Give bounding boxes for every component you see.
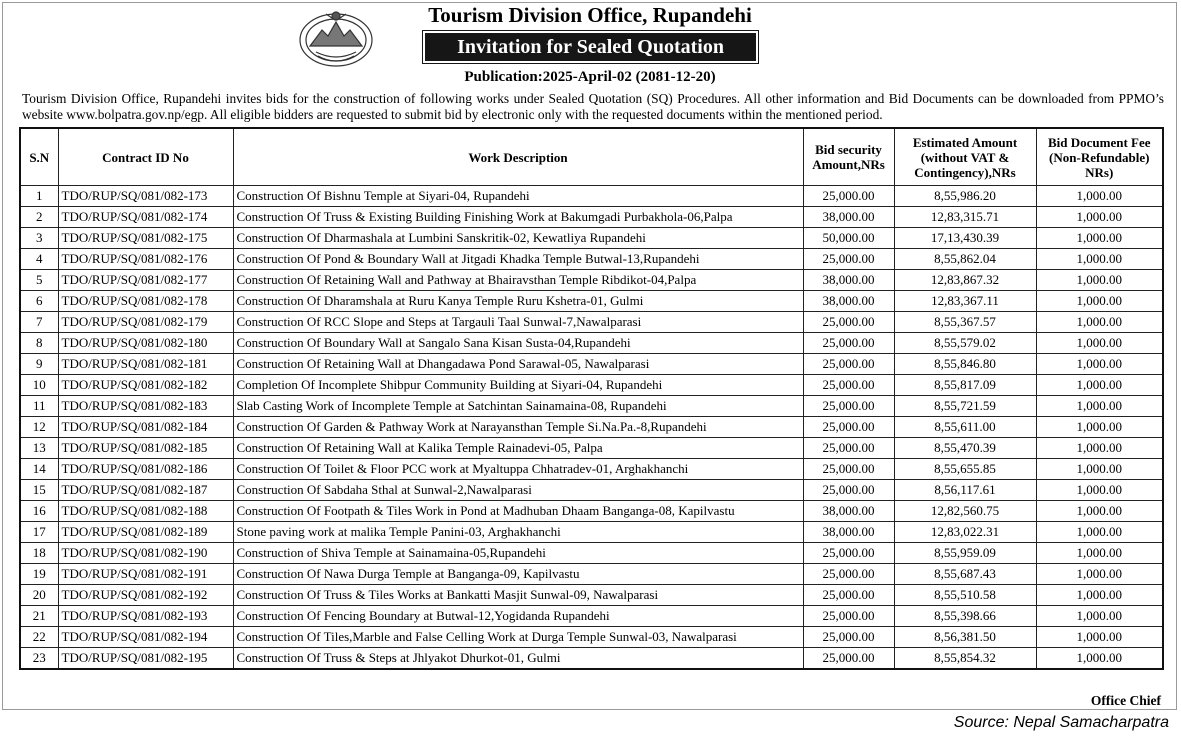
cell-work-description: Construction Of Tiles,Marble and False Celling Work at Durga Temple Sunwal-03, Nawalparasi [233, 627, 803, 648]
cell-contract-id: TDO/RUP/SQ/081/082-189 [58, 522, 233, 543]
col-header-estimated-amount: Estimated Amount (without VAT & Contingency),NRs [894, 128, 1036, 186]
cell-work-description: Construction Of Nawa Durga Temple at Banganga-09, Kapilvastu [233, 564, 803, 585]
table-row [20, 270, 1163, 291]
cell-sn: 5 [20, 270, 58, 291]
cell-bid-security: 38,000.00 [803, 501, 894, 522]
cell-bid-security: 25,000.00 [803, 396, 894, 417]
cell-bid-security: 38,000.00 [803, 270, 894, 291]
cell-work-description: Slab Casting Work of Incomplete Temple at Satchintan Sainamaina-08, Rupandehi [233, 396, 803, 417]
cell-estimated-amount: 8,55,986.20 [894, 186, 1036, 207]
cell-document-fee: 1,000.00 [1036, 606, 1163, 627]
cell-sn: 17 [20, 522, 58, 543]
cell-contract-id: TDO/RUP/SQ/081/082-186 [58, 459, 233, 480]
cell-contract-id: TDO/RUP/SQ/081/082-183 [58, 396, 233, 417]
cell-contract-id: TDO/RUP/SQ/081/082-174 [58, 207, 233, 228]
table-row [20, 564, 1163, 585]
table-row [20, 522, 1163, 543]
table-row [20, 648, 1163, 670]
cell-contract-id: TDO/RUP/SQ/081/082-190 [58, 543, 233, 564]
cell-bid-security: 50,000.00 [803, 228, 894, 249]
intro-paragraph: Tourism Division Office, Rupandehi invites bids for the construction of following works under Sealed Quotation (SQ) Procedures. All other information and Bid Documents can be downloaded from PPMO’s website www.bolpatra.gov.np/egp. All eligible bidders are requested to submit bid by electronic only with the requested documents within the mentioned period. [22, 91, 1164, 122]
cell-estimated-amount: 8,55,862.04 [894, 249, 1036, 270]
notice-title-banner: Invitation for Sealed Quotation [423, 31, 758, 63]
cell-sn: 2 [20, 207, 58, 228]
cell-work-description: Construction Of Retaining Wall at Dhangadawa Pond Sarawal-05, Nawalparasi [233, 354, 803, 375]
table-row [20, 438, 1163, 459]
table-row [20, 606, 1163, 627]
cell-contract-id: TDO/RUP/SQ/081/082-178 [58, 291, 233, 312]
cell-work-description: Construction Of RCC Slope and Steps at Targauli Taal Sunwal-7,Nawalparasi [233, 312, 803, 333]
cell-document-fee: 1,000.00 [1036, 501, 1163, 522]
cell-contract-id: TDO/RUP/SQ/081/082-195 [58, 648, 233, 670]
cell-estimated-amount: 12,83,315.71 [894, 207, 1036, 228]
cell-estimated-amount: 8,55,959.09 [894, 543, 1036, 564]
cell-bid-security: 25,000.00 [803, 312, 894, 333]
cell-estimated-amount: 12,83,367.11 [894, 291, 1036, 312]
cell-bid-security: 25,000.00 [803, 585, 894, 606]
cell-contract-id: TDO/RUP/SQ/081/082-192 [58, 585, 233, 606]
cell-work-description: Construction Of Sabdaha Sthal at Sunwal-2,Nawalparasi [233, 480, 803, 501]
table-row [20, 354, 1163, 375]
cell-bid-security: 25,000.00 [803, 186, 894, 207]
cell-sn: 4 [20, 249, 58, 270]
cell-sn: 15 [20, 480, 58, 501]
table-row [20, 228, 1163, 249]
table-row [20, 627, 1163, 648]
cell-estimated-amount: 8,55,854.32 [894, 648, 1036, 670]
cell-work-description: Construction Of Garden & Pathway Work at Narayansthan Temple Si.Na.Pa.-8,Rupandehi [233, 417, 803, 438]
cell-bid-security: 25,000.00 [803, 438, 894, 459]
cell-estimated-amount: 8,55,510.58 [894, 585, 1036, 606]
cell-estimated-amount: 17,13,430.39 [894, 228, 1036, 249]
cell-work-description: Construction Of Dharamshala at Ruru Kanya Temple Ruru Kshetra-01, Gulmi [233, 291, 803, 312]
cell-document-fee: 1,000.00 [1036, 249, 1163, 270]
cell-work-description: Construction Of Truss & Tiles Works at Bankatti Masjit Sunwal-09, Nawalparasi [233, 585, 803, 606]
cell-document-fee: 1,000.00 [1036, 186, 1163, 207]
cell-estimated-amount: 8,56,117.61 [894, 480, 1036, 501]
cell-contract-id: TDO/RUP/SQ/081/082-175 [58, 228, 233, 249]
cell-work-description: Construction Of Toilet & Floor PCC work at Myaltuppa Chhatradev-01, Arghakhanchi [233, 459, 803, 480]
cell-bid-security: 38,000.00 [803, 291, 894, 312]
signature-office-chief: Office Chief [1090, 693, 1161, 708]
publication-date: Publication:2025-April-02 (2081-12-20) [464, 69, 716, 85]
nepal-emblem-icon [296, 6, 376, 70]
cell-contract-id: TDO/RUP/SQ/081/082-180 [58, 333, 233, 354]
cell-sn: 19 [20, 564, 58, 585]
cell-document-fee: 1,000.00 [1036, 627, 1163, 648]
cell-work-description: Construction of Shiva Temple at Sainamaina-05,Rupandehi [233, 543, 803, 564]
cell-contract-id: TDO/RUP/SQ/081/082-187 [58, 480, 233, 501]
cell-sn: 7 [20, 312, 58, 333]
cell-contract-id: TDO/RUP/SQ/081/082-182 [58, 375, 233, 396]
cell-sn: 1 [20, 186, 58, 207]
cell-sn: 12 [20, 417, 58, 438]
cell-bid-security: 25,000.00 [803, 648, 894, 670]
table-row [20, 396, 1163, 417]
cell-document-fee: 1,000.00 [1036, 585, 1163, 606]
cell-document-fee: 1,000.00 [1036, 564, 1163, 585]
cell-sn: 10 [20, 375, 58, 396]
cell-sn: 18 [20, 543, 58, 564]
cell-document-fee: 1,000.00 [1036, 312, 1163, 333]
cell-contract-id: TDO/RUP/SQ/081/082-177 [58, 270, 233, 291]
cell-work-description: Construction Of Bishnu Temple at Siyari-04, Rupandehi [233, 186, 803, 207]
table-row [20, 459, 1163, 480]
cell-sn: 20 [20, 585, 58, 606]
cell-contract-id: TDO/RUP/SQ/081/082-188 [58, 501, 233, 522]
cell-document-fee: 1,000.00 [1036, 333, 1163, 354]
cell-sn: 16 [20, 501, 58, 522]
table-row [20, 543, 1163, 564]
table-row [20, 480, 1163, 501]
cell-bid-security: 25,000.00 [803, 627, 894, 648]
table-row [20, 375, 1163, 396]
cell-contract-id: TDO/RUP/SQ/081/082-181 [58, 354, 233, 375]
table-row [20, 501, 1163, 522]
cell-work-description: Construction Of Boundary Wall at Sangalo Sana Kisan Susta-04,Rupandehi [233, 333, 803, 354]
cell-estimated-amount: 8,55,611.00 [894, 417, 1036, 438]
cell-document-fee: 1,000.00 [1036, 228, 1163, 249]
cell-contract-id: TDO/RUP/SQ/081/082-193 [58, 606, 233, 627]
cell-contract-id: TDO/RUP/SQ/081/082-191 [58, 564, 233, 585]
col-header-work-description: Work Description [233, 128, 803, 186]
col-header-contract-id: Contract ID No [58, 128, 233, 186]
cell-estimated-amount: 8,55,817.09 [894, 375, 1036, 396]
cell-estimated-amount: 8,55,579.02 [894, 333, 1036, 354]
cell-estimated-amount: 8,55,655.85 [894, 459, 1036, 480]
table-body [20, 186, 1163, 670]
cell-sn: 11 [20, 396, 58, 417]
table-row [20, 291, 1163, 312]
cell-sn: 14 [20, 459, 58, 480]
cell-bid-security: 25,000.00 [803, 459, 894, 480]
col-header-sn: S.N [20, 128, 58, 186]
table-row [20, 186, 1163, 207]
source-credit: Source: Nepal Samacharpatra [953, 714, 1169, 731]
cell-bid-security: 38,000.00 [803, 207, 894, 228]
table-header-row [20, 128, 1163, 186]
table-row [20, 207, 1163, 228]
cell-contract-id: TDO/RUP/SQ/081/082-185 [58, 438, 233, 459]
table-row [20, 312, 1163, 333]
table-row [20, 249, 1163, 270]
cell-bid-security: 25,000.00 [803, 480, 894, 501]
cell-sn: 21 [20, 606, 58, 627]
table-row [20, 333, 1163, 354]
cell-work-description: Construction Of Truss & Existing Building Finishing Work at Bakumgadi Purbakhola-06,Palpa [233, 207, 803, 228]
cell-sn: 8 [20, 333, 58, 354]
cell-contract-id: TDO/RUP/SQ/081/082-194 [58, 627, 233, 648]
cell-estimated-amount: 12,83,022.31 [894, 522, 1036, 543]
cell-sn: 6 [20, 291, 58, 312]
cell-bid-security: 25,000.00 [803, 375, 894, 396]
cell-document-fee: 1,000.00 [1036, 270, 1163, 291]
col-header-document-fee: Bid Document Fee (Non-Refundable) NRs) [1036, 128, 1163, 186]
table-row [20, 585, 1163, 606]
cell-work-description: Completion Of Incomplete Shibpur Community Building at Siyari-04, Rupandehi [233, 375, 803, 396]
cell-bid-security: 25,000.00 [803, 417, 894, 438]
cell-document-fee: 1,000.00 [1036, 396, 1163, 417]
cell-work-description: Construction Of Dharmashala at Lumbini Sanskritik-02, Kewatliya Rupandehi [233, 228, 803, 249]
cell-document-fee: 1,000.00 [1036, 543, 1163, 564]
cell-document-fee: 1,000.00 [1036, 375, 1163, 396]
cell-bid-security: 25,000.00 [803, 564, 894, 585]
cell-bid-security: 25,000.00 [803, 354, 894, 375]
cell-document-fee: 1,000.00 [1036, 648, 1163, 670]
cell-sn: 23 [20, 648, 58, 670]
cell-bid-security: 38,000.00 [803, 522, 894, 543]
cell-estimated-amount: 8,55,721.59 [894, 396, 1036, 417]
cell-estimated-amount: 12,82,560.75 [894, 501, 1036, 522]
col-header-bid-security: Bid security Amount,NRs [803, 128, 894, 186]
cell-bid-security: 25,000.00 [803, 333, 894, 354]
cell-estimated-amount: 12,83,867.32 [894, 270, 1036, 291]
cell-bid-security: 25,000.00 [803, 249, 894, 270]
cell-sn: 9 [20, 354, 58, 375]
cell-document-fee: 1,000.00 [1036, 480, 1163, 501]
cell-work-description: Construction Of Footpath & Tiles Work in Pond at Madhuban Dhaam Banganga-08, Kapilvastu [233, 501, 803, 522]
cell-document-fee: 1,000.00 [1036, 459, 1163, 480]
cell-estimated-amount: 8,55,398.66 [894, 606, 1036, 627]
cell-estimated-amount: 8,55,470.39 [894, 438, 1036, 459]
cell-work-description: Stone paving work at malika Temple Panini-03, Arghakhanchi [233, 522, 803, 543]
cell-document-fee: 1,000.00 [1036, 417, 1163, 438]
table-row [20, 417, 1163, 438]
cell-document-fee: 1,000.00 [1036, 207, 1163, 228]
cell-work-description: Construction Of Fencing Boundary at Butwal-12,Yogidanda Rupandehi [233, 606, 803, 627]
cell-contract-id: TDO/RUP/SQ/081/082-176 [58, 249, 233, 270]
cell-bid-security: 25,000.00 [803, 606, 894, 627]
cell-contract-id: TDO/RUP/SQ/081/082-184 [58, 417, 233, 438]
cell-document-fee: 1,000.00 [1036, 354, 1163, 375]
cell-estimated-amount: 8,55,367.57 [894, 312, 1036, 333]
cell-document-fee: 1,000.00 [1036, 291, 1163, 312]
cell-bid-security: 25,000.00 [803, 543, 894, 564]
cell-sn: 3 [20, 228, 58, 249]
cell-estimated-amount: 8,56,381.50 [894, 627, 1036, 648]
cell-work-description: Construction Of Pond & Boundary Wall at Jitgadi Khadka Temple Butwal-13,Rupandehi [233, 249, 803, 270]
bids-table [19, 127, 1164, 670]
cell-document-fee: 1,000.00 [1036, 438, 1163, 459]
cell-work-description: Construction Of Retaining Wall at Kalika Temple Rainadevi-05, Palpa [233, 438, 803, 459]
cell-work-description: Construction Of Retaining Wall and Pathway at Bhairavsthan Temple Ribdikot-04,Palpa [233, 270, 803, 291]
cell-estimated-amount: 8,55,687.43 [894, 564, 1036, 585]
cell-document-fee: 1,000.00 [1036, 522, 1163, 543]
cell-sn: 13 [20, 438, 58, 459]
cell-estimated-amount: 8,55,846.80 [894, 354, 1036, 375]
cell-sn: 22 [20, 627, 58, 648]
office-title: Tourism Division Office, Rupandehi [428, 3, 752, 27]
cell-work-description: Construction Of Truss & Steps at Jhlyakot Dhurkot-01, Gulmi [233, 648, 803, 670]
cell-contract-id: TDO/RUP/SQ/081/082-173 [58, 186, 233, 207]
cell-contract-id: TDO/RUP/SQ/081/082-179 [58, 312, 233, 333]
